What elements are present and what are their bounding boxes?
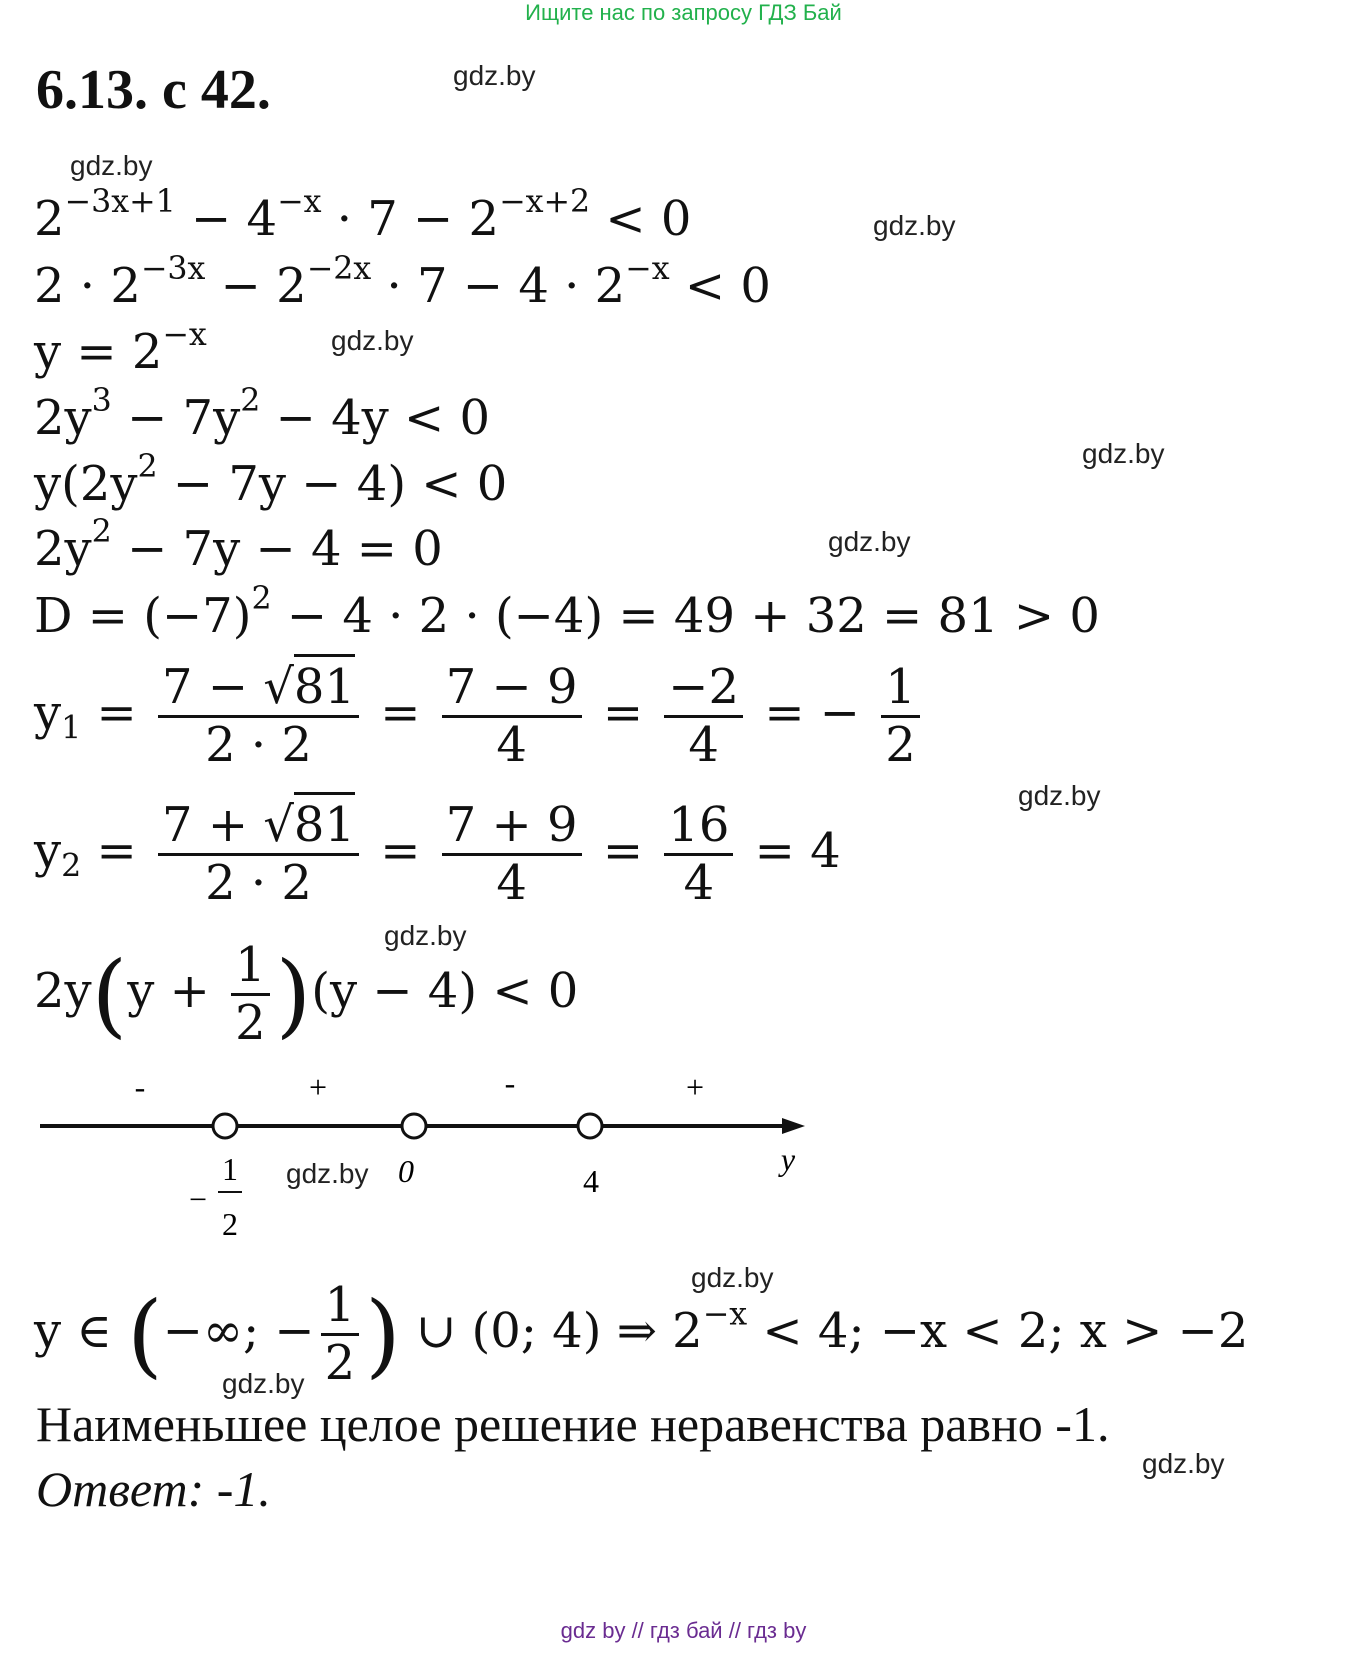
fraction: $\frac{1}{2}$ [881,660,920,773]
watermark: gdz.by [691,1262,774,1293]
fraction: $\frac{7 + 9}{4}$ [442,798,582,911]
sign-label: - [134,1070,146,1105]
problem-title: 6.13. с 42. [36,59,271,121]
top-banner[interactable]: Ищите нас по запросу ГДЗ Бай [525,0,842,25]
conclusion-text: Наименьшее целое решение неравенства равно -1. [36,1396,1110,1452]
factored-inequality: 2y(y + $\frac{1}{2}$ )(y − 4) < 0 [34,937,579,1052]
footer-links[interactable]: gdz by // гдз бай // гдз by [560,1618,807,1643]
fraction: $\frac{7 + √81}{2 \cdot 2}$ [158,798,359,911]
point-label-num: 1 [222,1151,238,1187]
watermark: gdz.by [828,526,911,557]
watermark: gdz.by [384,920,467,951]
watermark: gdz.by [873,210,956,241]
equation-line-5: $y(2y^2 - 7y - 4) < 0$ [34,449,508,512]
fraction: $\frac{16}{4}$ [664,798,733,911]
root-y2-line: $y_2$ = $\frac{7 + √81}{2 \cdot 2}$ = $\frac{7 + 9}{4}$ = $\frac{16}{4}$ = 4 [34,798,841,911]
axis-label: y [780,1141,796,1177]
open-point [402,1114,426,1138]
solution-set-line: y ∈ (−∞; − $\frac{1}{2}$ ) ∪ (0; 4) ⇒ $2^{-x} < 4$; −x < 2; x > −2 [34,1277,1249,1392]
watermark: gdz.by [1142,1448,1225,1479]
fraction: $\frac{1}{2}$ [231,938,270,1051]
fraction: $\frac{7 - √81}{2 \cdot 2}$ [158,660,359,773]
sign-label: - [504,1070,516,1101]
number-line [30,1070,830,1250]
point-label-den: 2 [222,1206,238,1242]
substitution-line: $y = 2^{-x}$ [34,317,207,380]
answer-text: Ответ: -1. [36,1461,271,1517]
axis-arrow [782,1118,805,1134]
point-label: 4 [583,1163,599,1199]
fraction: $\frac{7 - 9}{4}$ [442,660,582,773]
equation-line-4: $2y^3 - 7y^2 - 4y < 0$ [34,383,491,446]
open-point [578,1114,602,1138]
watermark: gdz.by [286,1158,369,1189]
fraction: $\frac{1}{2}$ [321,1278,360,1391]
sign-label: + [308,1070,328,1105]
discriminant-line: $D = (-7)^2 - 4 \cdot 2 \cdot (-4) = 49 + 32 = 81 > 0$ [34,581,1100,644]
fraction: $\frac{-2}{4}$ [664,660,743,773]
point-label-sign: − [188,1181,208,1217]
equation-line-6: $2y^2 - 7y - 4 = 0$ [34,514,443,577]
equation-line-2: $2 \cdot 2^{-3x} - 2^{-2x} \cdot 7 - 4 \cdot 2^{-x} < 0$ [34,251,771,314]
watermark: gdz.by [222,1368,305,1399]
open-point [213,1114,237,1138]
sign-label: + [685,1070,705,1105]
root-y1-line: $y_1$ = $\frac{7 - √81}{2 \cdot 2}$ = $\frac{7 - 9}{4}$ = $\frac{-2}{4}$ = − $\frac{1}{2}$ [34,660,926,773]
watermark: gdz.by [1018,780,1101,811]
watermark: gdz.by [1082,438,1165,469]
watermark: gdz.by [331,325,414,356]
point-label: 0 [398,1153,414,1189]
watermark: gdz.by [70,150,153,181]
watermark: gdz.by [453,60,536,91]
equation-line-1: $2^{-3x+1} - 4^{-x} \cdot 7 - 2^{-x+2} < 0$ [34,184,692,247]
